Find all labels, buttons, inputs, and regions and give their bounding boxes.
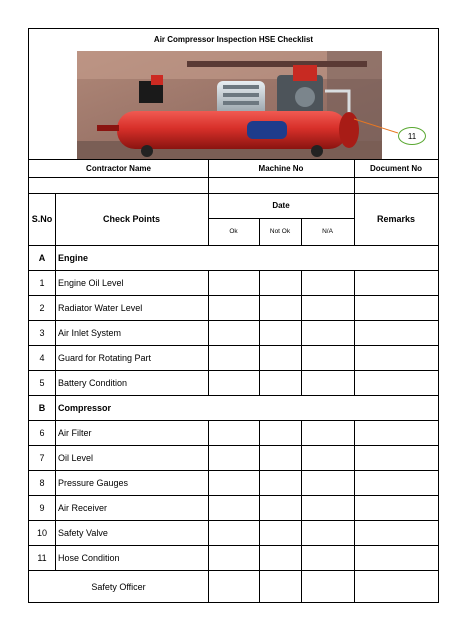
row-number: 10 [36,527,47,538]
row-number: 2 [39,302,45,313]
rule [208,420,209,570]
row-number: 8 [39,477,45,488]
section-letter: A [38,252,46,263]
rule [29,177,438,178]
row-number: 1 [39,277,45,288]
row-number: 9 [39,502,45,513]
na-header: N/A [322,228,333,235]
row-number: 7 [39,452,45,463]
check-point-label: Hose Condition [58,552,120,563]
callout-number-badge: 11 [398,127,426,145]
check-point-label: Battery Condition [58,377,128,388]
rule [259,270,260,395]
air-compressor-photo [77,51,382,159]
rule [301,270,302,395]
rule [259,570,260,603]
ok-header: Ok [229,228,238,235]
checklist-sheet [28,28,439,603]
remarks-header: Remarks [376,214,416,224]
machine-no-label: Machine No [258,163,304,173]
rule [208,270,209,395]
date-header: Date [272,201,290,210]
check-point-label: Safety Valve [58,527,108,538]
check-point-label: Guard for Rotating Part [58,352,152,363]
check-point-label: Air Inlet System [58,327,122,338]
document-no-label: Document No [370,163,422,173]
not-ok-header: Not Ok [269,228,291,235]
rule [354,270,355,395]
check-point-label: Air Receiver [58,502,108,513]
check-point-label: Engine Oil Level [58,277,124,288]
section-letter: B [38,402,46,413]
check-point-label: Air Filter [58,427,92,438]
rule [259,420,260,570]
callout-arrow [354,115,400,137]
rule [354,570,355,603]
check-point-label: Radiator Water Level [58,302,143,313]
contractor-name-label: Contractor Name [86,163,151,173]
check-points-header: Check Points [102,214,160,224]
row-number: 5 [39,377,45,388]
rule [354,420,355,570]
section-title: Compressor [58,402,112,413]
check-point-label: Oil Level [58,452,94,463]
row-number: 11 [37,552,47,563]
row-number: 6 [39,427,45,438]
rule [208,570,209,603]
rule [301,570,302,603]
safety-officer-label: Safety Officer [91,581,146,592]
rule [301,420,302,570]
section-title: Engine [58,252,89,263]
row-number: 4 [39,352,45,363]
row-number: 3 [39,327,45,338]
document-title: Air Compressor Inspection HSE Checklist [153,35,314,44]
sno-header: S.No [31,214,53,224]
check-point-label: Pressure Gauges [58,477,129,488]
